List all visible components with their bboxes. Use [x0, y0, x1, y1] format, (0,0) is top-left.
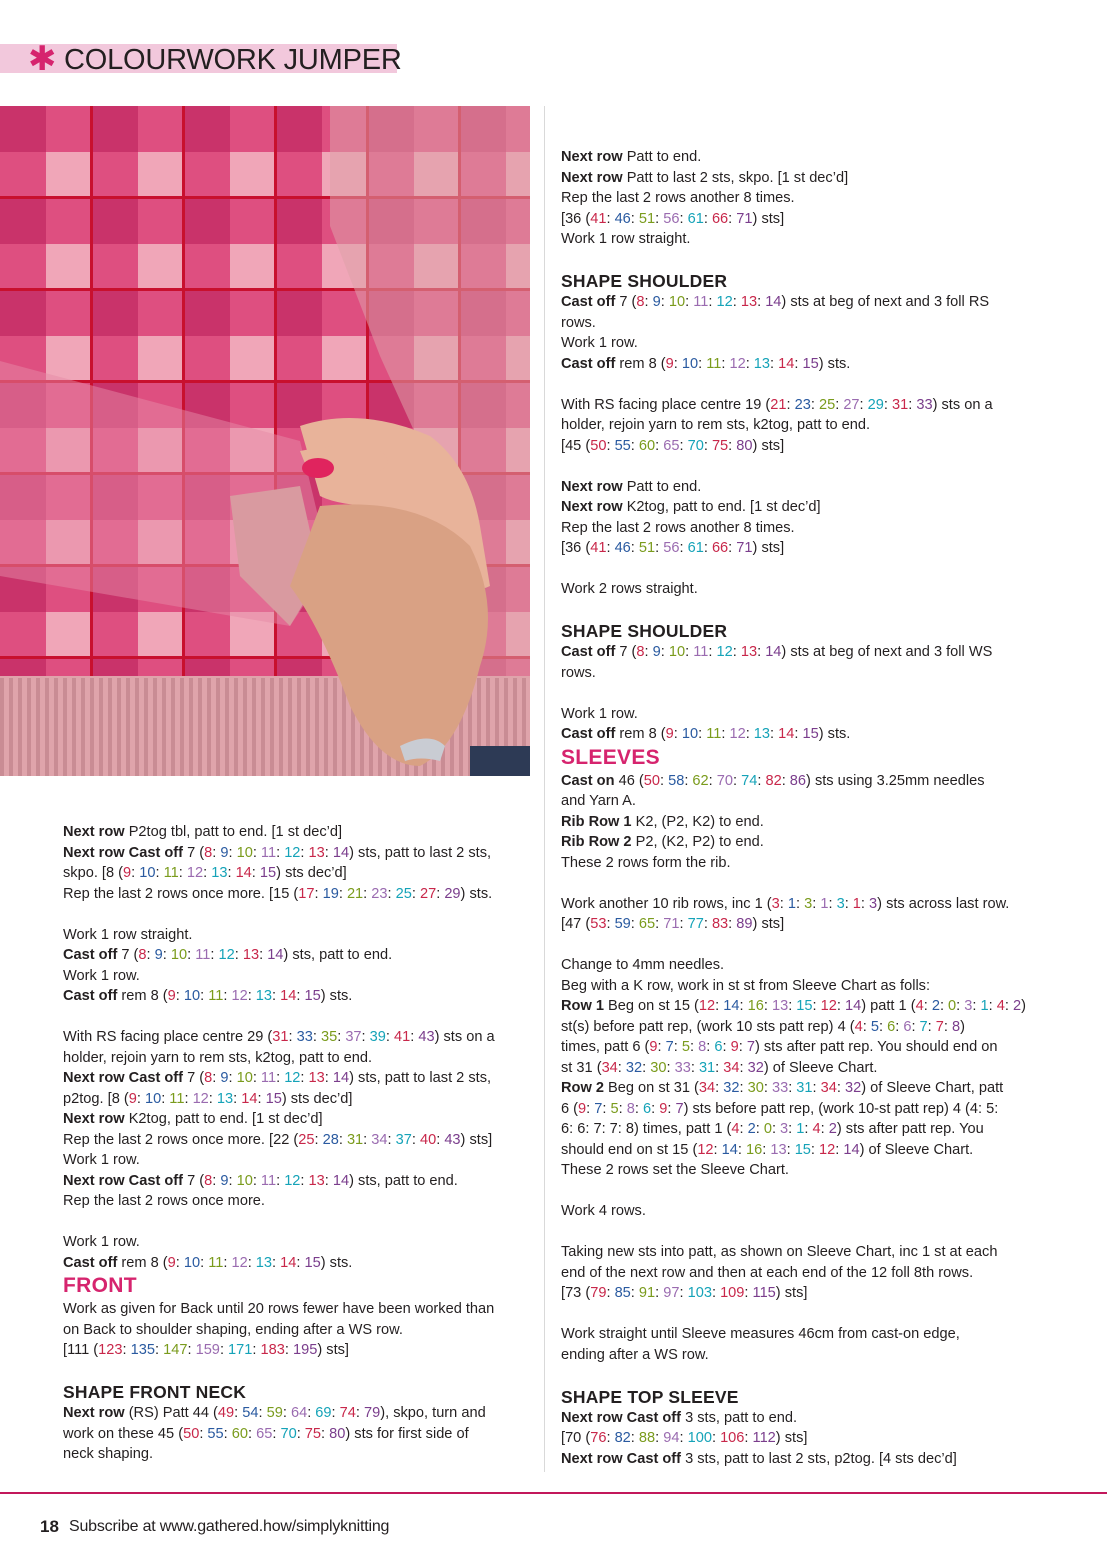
- instruction-text: st 31 (34: 32: 30: 33: 31: 34: 32) of Sleeve Chart.: [561, 1059, 878, 1076]
- instruction-line: [63, 1444, 523, 1465]
- instruction-line: [561, 415, 1031, 436]
- gingham-square: [230, 106, 276, 152]
- rib-stitch: [153, 678, 157, 776]
- instruction-text: rem 8 (9: 10: 11: 12: 13: 14: 15) sts.: [117, 1254, 353, 1271]
- gingham-square: [230, 336, 276, 382]
- instruction-line: [63, 1299, 523, 1320]
- rib-stitch: [297, 678, 301, 776]
- rib-stitch: [117, 678, 121, 776]
- instruction-line: [561, 771, 1031, 792]
- gingham-square: [138, 290, 184, 336]
- instruction-text: Rep the last 2 rows another 8 times.: [561, 519, 795, 536]
- left-block: [63, 1273, 523, 1361]
- rib-stitch: [261, 678, 265, 776]
- instruction-label: Cast off: [561, 644, 616, 660]
- instruction-line: [63, 1403, 523, 1424]
- rib-stitch: [63, 678, 67, 776]
- rib-stitch: [324, 678, 328, 776]
- instruction-text: ending after a WS row.: [561, 1346, 709, 1363]
- instruction-label: Cast off: [63, 988, 118, 1004]
- rib-stitch: [144, 678, 148, 776]
- gingham-square: [184, 152, 230, 198]
- gingham-square: [230, 198, 276, 244]
- instruction-line: [561, 579, 1031, 600]
- gingham-square: [138, 612, 184, 658]
- gingham-square: [92, 244, 138, 290]
- instruction-line: [63, 1027, 523, 1048]
- instruction-label: Next row: [561, 478, 623, 495]
- instruction-text: Work another 10 rib rows, inc 1 (3: 1: 3: 1: 3: 1: 3) sts across last row.: [561, 895, 1010, 912]
- instruction-label: Cast on: [561, 772, 615, 789]
- instruction-line: [63, 822, 523, 843]
- instruction-text: [73 (79: 85: 91: 97: 103: 109: 115) sts]: [561, 1285, 808, 1301]
- gingham-square: [138, 106, 184, 152]
- instruction-label: Next row: [63, 1405, 125, 1421]
- instruction-line: [561, 914, 1031, 935]
- instruction-line: [561, 704, 1031, 725]
- instruction-line: [561, 791, 1031, 812]
- instruction-text: rows.: [561, 314, 596, 331]
- gingham-square: [322, 336, 368, 382]
- instruction-text: Work 1 row.: [63, 967, 140, 984]
- instruction-line: [561, 1345, 1031, 1366]
- right-block: [561, 745, 1031, 874]
- rib-stitch: [315, 678, 319, 776]
- instruction-text: [36 (41: 46: 51: 56: 61: 66: 71) sts]: [561, 540, 785, 556]
- gingham-square: [184, 290, 230, 336]
- page-title: COLOURWORK JUMPER: [64, 44, 402, 76]
- right-block: [561, 270, 1031, 374]
- subscribe-link[interactable]: Subscribe at www.gathered.how/simplyknitting: [69, 1518, 390, 1535]
- left-block: [63, 822, 523, 904]
- instruction-line: [63, 884, 523, 905]
- rib-stitch: [0, 678, 4, 776]
- instruction-line: [561, 955, 1031, 976]
- rib-stitch: [333, 678, 337, 776]
- instruction-text: Rep the last 2 rows once more. [15 (17: 19: 21: 23: 25: 27: 29) sts.: [63, 885, 493, 902]
- instruction-line: [63, 1232, 523, 1253]
- asterisk-flower-icon: ✱: [28, 39, 57, 79]
- gingham-square: [0, 106, 46, 152]
- gingham-square: [46, 612, 92, 658]
- instruction-line: [561, 1119, 1031, 1140]
- instruction-text: Work 2 rows straight.: [561, 581, 698, 597]
- instruction-label: Next row Cast off: [63, 1070, 184, 1086]
- instruction-text: Work 1 row.: [561, 335, 638, 351]
- instruction-line: [561, 1263, 1031, 1284]
- instruction-line: [63, 1320, 523, 1341]
- instruction-label: Cast off: [561, 726, 616, 742]
- instruction-text: Rep the last 2 rows another 8 times.: [561, 190, 795, 206]
- instruction-text: p2tog. [8 (9: 10: 11: 12: 13: 14: 15) sts dec’d]: [63, 1090, 353, 1107]
- right-block: [561, 704, 1031, 745]
- instruction-line: [561, 436, 1031, 457]
- instruction-label: Rib Row 2: [561, 834, 632, 850]
- instruction-label: Next row: [561, 169, 623, 186]
- rib-stitch: [189, 678, 193, 776]
- right-block: [561, 147, 1031, 250]
- instruction-text: 7 (8: 9: 10: 11: 12: 13: 14) sts at beg of next and 3 foll RS: [619, 294, 990, 310]
- instruction-line: [561, 354, 1031, 375]
- gingham-square: [276, 244, 322, 290]
- instruction-line: [561, 724, 1031, 745]
- instruction-text: Beg on st 31 (34: 32: 30: 33: 31: 34: 32) of Sleeve Chart, patt: [603, 1080, 1004, 1096]
- rib-stitch: [72, 678, 76, 776]
- instruction-text: and Yarn A.: [561, 793, 636, 809]
- instruction-text: [45 (50: 55: 60: 65: 70: 75: 80) sts]: [561, 437, 785, 454]
- instruction-line: [561, 229, 1031, 250]
- left-block: [63, 925, 523, 1007]
- page-number: 18: [40, 1517, 59, 1536]
- instruction-text: 7 (8: 9: 10: 11: 12: 13: 14) sts, patt to end.: [187, 1172, 458, 1189]
- gingham-square: [184, 198, 230, 244]
- instruction-text: 46 (50: 58: 62: 70: 74: 82: 86) sts using 3.25mm needles: [618, 772, 985, 789]
- right-block: [561, 1386, 1031, 1470]
- instruction-line: [561, 1283, 1031, 1304]
- instruction-line: [561, 538, 1031, 559]
- instruction-line: [561, 1408, 1031, 1429]
- rib-stitch: [270, 678, 274, 776]
- right-block: [561, 1201, 1031, 1222]
- instruction-text: 6 (9: 7: 5: 8: 6: 9: 7) sts before patt rep, (work 10-st patt rep) 4 (4: 5:: [561, 1100, 999, 1117]
- gingham-square: [0, 290, 46, 336]
- rib-stitch: [234, 678, 238, 776]
- instruction-line: [63, 1171, 523, 1192]
- rib-stitch: [252, 678, 256, 776]
- left-block: [63, 1381, 523, 1465]
- rib-stitch: [306, 678, 310, 776]
- instruction-text: Beg with a K row, work in st st from Sleeve Chart as folls:: [561, 977, 931, 994]
- instruction-text: P2, (K2, P2) to end.: [631, 834, 764, 850]
- subsection-heading: SHAPE SHOULDER: [561, 271, 728, 291]
- rib-stitch: [99, 678, 103, 776]
- instruction-line: [561, 147, 1031, 168]
- instruction-line: [63, 1150, 523, 1171]
- jumper-photo: [0, 106, 530, 776]
- instruction-line: [63, 1191, 523, 1212]
- instruction-line: [63, 863, 523, 884]
- gingham-square: [138, 152, 184, 198]
- instruction-line: [561, 642, 1031, 663]
- gingham-square: [46, 336, 92, 382]
- instruction-line: [561, 1428, 1031, 1449]
- right-block: [561, 894, 1031, 935]
- rib-stitch: [54, 678, 58, 776]
- instruction-text: 3 sts, patt to last 2 sts, p2tog. [4 sts dec’d]: [681, 1450, 957, 1467]
- instruction-line: [561, 477, 1031, 498]
- rib-stitch: [198, 678, 202, 776]
- instruction-label: Row 2: [561, 1080, 604, 1096]
- instruction-text: on Back to shoulder shaping, ending after a WS row.: [63, 1321, 403, 1338]
- instruction-text: rem 8 (9: 10: 11: 12: 13: 14: 15) sts.: [117, 988, 353, 1004]
- gingham-square: [46, 152, 92, 198]
- instruction-line: [63, 1130, 523, 1151]
- gingham-square: [184, 336, 230, 382]
- instruction-line: [561, 812, 1031, 833]
- instruction-label: Cast off: [63, 947, 118, 963]
- gingham-square: [230, 290, 276, 336]
- rib-stitch: [90, 678, 94, 776]
- rib-stitch: [135, 678, 139, 776]
- instruction-line: [63, 1253, 523, 1274]
- instruction-label: Cast off: [561, 294, 616, 310]
- instruction-line: [63, 986, 523, 1007]
- gingham-square: [0, 198, 46, 244]
- instruction-text: Work straight until Sleeve measures 46cm from cast-on edge,: [561, 1326, 960, 1342]
- instruction-line: [63, 945, 523, 966]
- gingham-square: [92, 106, 138, 152]
- instruction-text: With RS facing place centre 29 (31: 33: 35: 37: 39: 41: 43) sts on a: [63, 1029, 495, 1045]
- gingham-square: [230, 382, 276, 428]
- instruction-text: st(s) before patt rep, (work 10 sts patt rep) 4 (4: 5: 6: 6: 7: 7: 8): [561, 1018, 966, 1035]
- gingham-square: [92, 336, 138, 382]
- instruction-text: K2tog, patt to end. [1 st dec’d]: [124, 1111, 323, 1127]
- rib-stitch: [108, 678, 112, 776]
- instruction-line: [561, 1140, 1031, 1161]
- instruction-text: Work 1 row.: [561, 705, 638, 722]
- instruction-text: Work 1 row straight.: [561, 231, 691, 247]
- instruction-line: [63, 1068, 523, 1089]
- gingham-square: [138, 244, 184, 290]
- instruction-line: [561, 1242, 1031, 1263]
- instruction-line: [561, 1099, 1031, 1120]
- instruction-text: Work 1 row.: [63, 1234, 140, 1250]
- instruction-line: [561, 832, 1031, 853]
- instruction-line: [561, 1449, 1031, 1470]
- gingham-square: [276, 290, 322, 336]
- rib-stitch: [81, 678, 85, 776]
- instruction-text: 3 sts, patt to end.: [681, 1409, 798, 1426]
- instruction-text: end of the next row and then at each end of the 12 foll 8th rows.: [561, 1264, 974, 1281]
- gingham-square: [92, 198, 138, 244]
- rib-stitch: [243, 678, 247, 776]
- instruction-line: [63, 1089, 523, 1110]
- instruction-text: P2tog tbl, patt to end. [1 st dec’d]: [124, 824, 343, 840]
- right-block: [561, 395, 1031, 457]
- instruction-text: With RS facing place centre 19 (21: 23: 25: 27: 29: 31: 33) sts on a: [561, 396, 993, 413]
- right-block: [561, 477, 1031, 559]
- instruction-text: Taking new sts into patt, as shown on Sleeve Chart, inc 1 st at each: [561, 1244, 998, 1260]
- instruction-text: These 2 rows form the rib.: [561, 854, 731, 871]
- instruction-text: should end on st 15 (12: 14: 16: 13: 15: 12: 14) of Sleeve Chart.: [561, 1141, 974, 1158]
- instruction-text: rows.: [561, 664, 596, 681]
- gingham-square: [46, 290, 92, 336]
- instruction-text: [70 (76: 82: 88: 94: 100: 106: 112) sts]: [561, 1430, 808, 1446]
- instruction-line: [561, 663, 1031, 684]
- right-block: [561, 1324, 1031, 1365]
- right-block: [561, 579, 1031, 600]
- gingham-square: [92, 290, 138, 336]
- right-block: [561, 1242, 1031, 1304]
- instruction-label: Next row Cast off: [561, 1450, 682, 1467]
- instruction-label: Next row Cast off: [561, 1409, 682, 1426]
- gingham-square: [276, 198, 322, 244]
- instruction-text: 7 (8: 9: 10: 11: 12: 13: 14) sts at beg of next and 3 foll WS: [619, 644, 993, 660]
- instruction-line: [561, 1201, 1031, 1222]
- instruction-text: neck shaping.: [63, 1446, 154, 1462]
- right-block: [561, 620, 1031, 683]
- gingham-square: [184, 612, 230, 658]
- instruction-line: [561, 292, 1031, 313]
- instruction-text: Patt to end.: [622, 149, 702, 165]
- instruction-text: [111 (123: 135: 147: 159: 171: 183: 195) sts]: [63, 1342, 349, 1358]
- section-heading: SLEEVES: [561, 745, 660, 769]
- instruction-text: K2, (P2, K2) to end.: [631, 813, 764, 830]
- gingham-square: [46, 244, 92, 290]
- rib-stitch: [162, 678, 166, 776]
- instruction-line: [63, 925, 523, 946]
- section-heading: FRONT: [63, 1274, 137, 1297]
- gingham-square: [230, 244, 276, 290]
- instruction-line: [63, 843, 523, 864]
- instruction-line: [561, 333, 1031, 354]
- instruction-line: [561, 853, 1031, 874]
- rib-stitch: [27, 678, 31, 776]
- instruction-text: Rep the last 2 rows once more. [22 (25: 28: 31: 34: 37: 40: 43) sts]: [63, 1131, 493, 1148]
- rib-stitch: [225, 678, 229, 776]
- instruction-line: [561, 497, 1031, 518]
- instruction-label: Next row: [63, 1111, 125, 1127]
- instruction-line: [63, 1340, 523, 1361]
- instruction-text: holder, rejoin yarn to rem sts, k2tog, patt to end.: [561, 417, 871, 433]
- instruction-text: Patt to end.: [622, 478, 702, 495]
- rib-stitch: [279, 678, 283, 776]
- instruction-text: work on these 45 (50: 55: 60: 65: 70: 75: 80) sts for first side of: [63, 1425, 469, 1442]
- gingham-square: [276, 106, 322, 152]
- gingham-square: [0, 612, 46, 658]
- instruction-text: [36 (41: 46: 51: 56: 61: 66: 71) sts]: [561, 210, 785, 227]
- gingham-square: [276, 336, 322, 382]
- instruction-text: Patt to last 2 sts, skpo. [1 st dec’d]: [622, 169, 849, 186]
- instruction-label: Cast off: [63, 1254, 118, 1271]
- gingham-square: [46, 106, 92, 152]
- instruction-text: 7 (8: 9: 10: 11: 12: 13: 14) sts, patt to last 2 sts,: [187, 844, 492, 861]
- instruction-line: [561, 209, 1031, 230]
- instruction-text: rem 8 (9: 10: 11: 12: 13: 14: 15) sts.: [615, 726, 851, 742]
- gingham-square: [230, 152, 276, 198]
- gingham-square: [92, 152, 138, 198]
- instruction-line: [561, 1058, 1031, 1079]
- instruction-line: [561, 1324, 1031, 1345]
- instruction-line: [561, 996, 1031, 1017]
- instruction-text: These 2 rows set the Sleeve Chart.: [561, 1162, 789, 1178]
- instruction-label: Rib Row 1: [561, 813, 632, 830]
- gingham-square: [46, 198, 92, 244]
- left-column: [63, 822, 523, 1465]
- rib-stitch: [45, 678, 49, 776]
- instruction-text: Work as given for Back until 20 rows fewer have been worked than: [63, 1301, 495, 1317]
- instruction-text: times, patt 6 (9: 7: 5: 8: 6: 9: 7) sts after patt rep. You should end on: [561, 1039, 998, 1055]
- instruction-line: [561, 395, 1031, 416]
- rib-stitch: [288, 678, 292, 776]
- rib-stitch: [9, 678, 13, 776]
- instruction-text: rem 8 (9: 10: 11: 12: 13: 14: 15) sts.: [615, 355, 851, 372]
- rib-stitch: [207, 678, 211, 776]
- right-block: [561, 955, 1031, 1181]
- instruction-text: holder, rejoin yarn to rem sts, k2tog, patt to end.: [63, 1049, 373, 1066]
- instruction-text: Change to 4mm needles.: [561, 957, 725, 973]
- jumper-photo-illustration: [0, 106, 530, 776]
- gingham-square: [92, 612, 138, 658]
- instruction-line: [63, 1048, 523, 1069]
- instruction-text: Rep the last 2 rows once more.: [63, 1193, 265, 1209]
- rib-stitch: [36, 678, 40, 776]
- instruction-text: 6: 6: 7: 7: 8) times, patt 1 (4: 2: 0: 3: 1: 4: 2) sts after patt rep. You: [561, 1121, 984, 1137]
- instruction-line: [561, 313, 1031, 334]
- instruction-label: Next row: [561, 149, 623, 165]
- instruction-label: Next row: [63, 824, 125, 840]
- instruction-text: Beg on st 15 (12: 14: 16: 13: 15: 12: 14) patt 1 (4: 2: 0: 3: 1: 4: 2): [603, 998, 1026, 1014]
- subsection-heading: SHAPE TOP SLEEVE: [561, 1386, 739, 1407]
- rib-stitch: [126, 678, 130, 776]
- instruction-line: [561, 976, 1031, 997]
- rib-stitch: [216, 678, 220, 776]
- gingham-square: [276, 382, 322, 428]
- instruction-label: Next row Cast off: [63, 844, 184, 861]
- right-column: [561, 147, 1031, 1469]
- instruction-text: 7 (8: 9: 10: 11: 12: 13: 14) sts, patt to end.: [121, 947, 393, 963]
- instruction-line: [63, 1424, 523, 1445]
- gingham-square: [0, 152, 46, 198]
- instruction-label: Next row: [561, 499, 623, 515]
- instruction-line: [561, 1160, 1031, 1181]
- instruction-text: Work 1 row.: [63, 1152, 140, 1168]
- gingham-square: [138, 336, 184, 382]
- column-divider: [544, 106, 545, 1472]
- rib-stitch: [180, 678, 184, 776]
- left-block: [63, 1232, 523, 1273]
- footer-rule: [0, 1492, 1107, 1494]
- left-block: [63, 1027, 523, 1212]
- instruction-line: [561, 518, 1031, 539]
- instruction-label: Row 1: [561, 998, 604, 1014]
- gingham-square: [138, 198, 184, 244]
- instruction-text: skpo. [8 (9: 10: 11: 12: 13: 14: 15) sts dec’d]: [63, 865, 347, 881]
- instruction-line: [561, 1017, 1031, 1038]
- gingham-square: [184, 106, 230, 152]
- instruction-label: Cast off: [561, 355, 616, 372]
- instruction-line: [561, 1078, 1031, 1099]
- gingham-square: [0, 244, 46, 290]
- instruction-text: K2tog, patt to end. [1 st dec’d]: [622, 499, 821, 515]
- instruction-text: [47 (53: 59: 65: 71: 77: 83: 89) sts]: [561, 916, 785, 932]
- gingham-square: [276, 152, 322, 198]
- rib-stitch: [18, 678, 22, 776]
- instruction-line: [63, 966, 523, 987]
- instruction-line: [561, 168, 1031, 189]
- instruction-line: [561, 1037, 1031, 1058]
- gingham-square: [184, 244, 230, 290]
- rib-stitch: [171, 678, 175, 776]
- instruction-line: [561, 894, 1031, 915]
- instruction-line: [561, 188, 1031, 209]
- instruction-text: Work 1 row straight.: [63, 926, 193, 943]
- subsection-heading: SHAPE SHOULDER: [561, 621, 728, 641]
- instruction-text: 7 (8: 9: 10: 11: 12: 13: 14) sts, patt to last 2 sts,: [187, 1070, 492, 1086]
- instruction-line: [63, 1109, 523, 1130]
- instruction-label: Next row Cast off: [63, 1172, 184, 1189]
- subsection-heading: SHAPE FRONT NECK: [63, 1382, 247, 1402]
- instruction-text: Work 4 rows.: [561, 1203, 646, 1219]
- instruction-text: (RS) Patt 44 (49: 54: 59: 64: 69: 74: 79), skpo, turn and: [124, 1405, 486, 1421]
